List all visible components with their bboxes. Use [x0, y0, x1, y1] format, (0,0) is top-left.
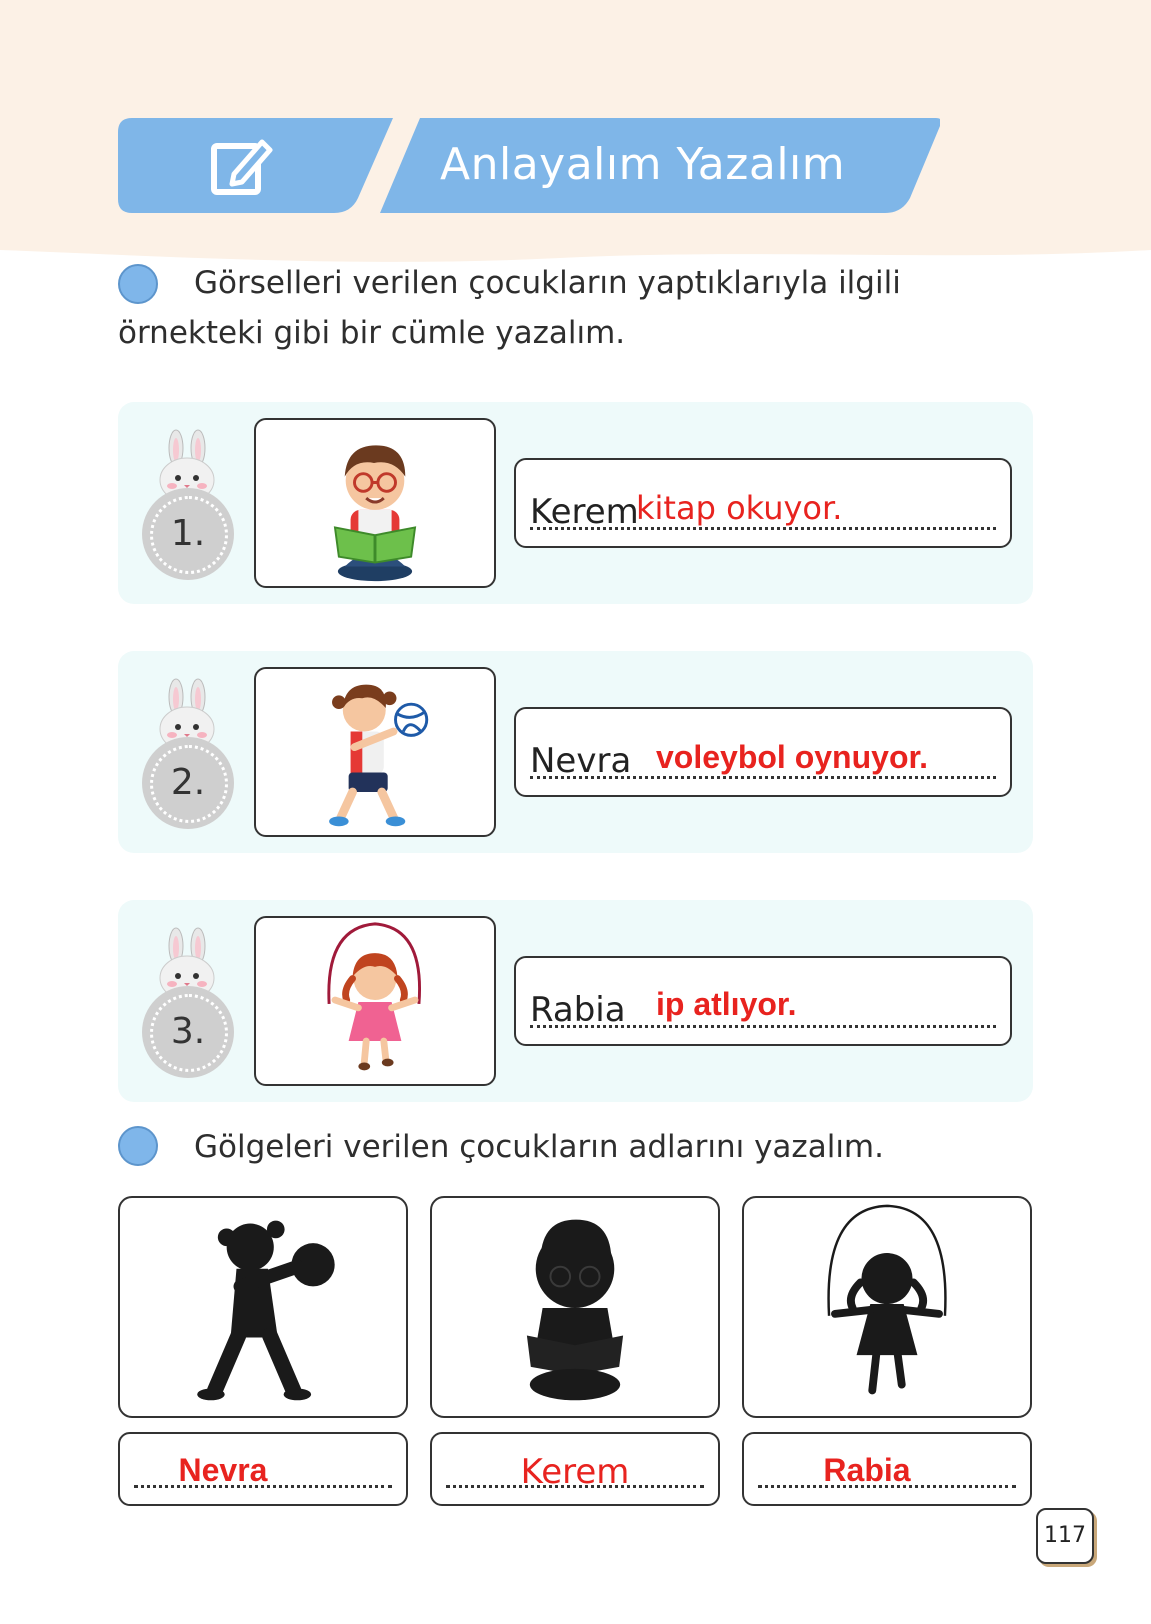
answer-text: voleybol oynuyor.	[656, 739, 929, 775]
number-label: 3.	[170, 1011, 206, 1052]
answer-box-1[interactable]	[514, 458, 1012, 548]
silhouette-card-1	[118, 1196, 408, 1418]
edit-icon	[208, 132, 278, 202]
instruction-2: Gölgeleri verilen çocukların adlarını yazalım.	[194, 1129, 884, 1165]
silhouette-card-3	[742, 1196, 1032, 1418]
picture-girl-volleyball	[254, 667, 496, 837]
number-label: 2.	[170, 762, 206, 803]
name-answer: Kerem	[520, 1452, 630, 1492]
name-answer: Nevra	[178, 1452, 268, 1488]
bullet-icon	[118, 1126, 158, 1166]
answer-subject: Kerem	[530, 492, 639, 532]
number-label: 1.	[170, 513, 206, 554]
page-title: Anlayalım Yazalım	[440, 139, 846, 190]
name-box-1[interactable]	[118, 1432, 408, 1506]
number-badge-2	[142, 737, 234, 829]
answer-text: kitap okuyor.	[636, 489, 843, 527]
number-badge-1	[142, 488, 234, 580]
answer-box-3[interactable]	[514, 956, 1012, 1046]
name-answer: Rabia	[823, 1452, 911, 1488]
name-box-3[interactable]	[742, 1432, 1032, 1506]
answer-text: ip atlıyor.	[656, 986, 797, 1022]
silhouette-card-2	[430, 1196, 720, 1418]
name-box-2[interactable]	[430, 1432, 720, 1506]
answer-box-2[interactable]	[514, 707, 1012, 797]
page-number: 117	[1036, 1508, 1094, 1564]
picture-boy-reading	[254, 418, 496, 588]
answer-subject: Rabia	[530, 990, 626, 1030]
number-badge-3	[142, 986, 234, 1078]
picture-girl-jump-rope	[254, 916, 496, 1086]
answer-subject: Nevra	[530, 741, 632, 781]
instruction-1: Görselleri verilen çocukların yaptıklarıyla ilgili örnekteki gibi bir cümle yazalım.	[118, 265, 901, 351]
